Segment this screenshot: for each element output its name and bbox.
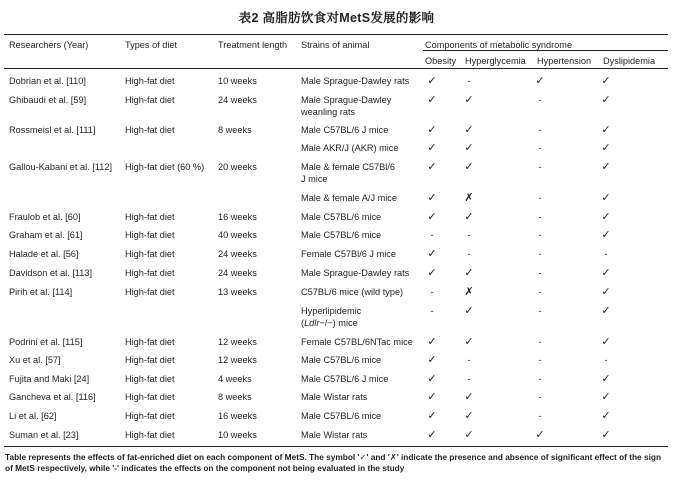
hg-mark: ✗ bbox=[464, 192, 474, 204]
ob-mark: ✓ bbox=[427, 142, 437, 154]
header-duration: Treatment length bbox=[218, 40, 288, 50]
researcher-cell: Rossmeisl et al. [111] bbox=[9, 125, 96, 135]
ht-mark: - bbox=[538, 193, 542, 203]
researcher-cell: Pirih et al. [114] bbox=[9, 287, 73, 297]
researcher-cell: Gallou-Kabani et al. [112] bbox=[9, 162, 112, 172]
length-cell: 10 weeks bbox=[218, 76, 257, 86]
dl-mark: ✓ bbox=[601, 267, 611, 279]
ob-mark: ✓ bbox=[427, 410, 437, 422]
dl-mark: ✓ bbox=[601, 192, 611, 204]
length-cell: 8 weeks bbox=[218, 392, 252, 402]
researcher-cell: Fujita and Maki [24] bbox=[9, 374, 90, 384]
top-rule bbox=[4, 34, 668, 35]
length-cell: 40 weeks bbox=[218, 230, 257, 240]
length-cell: 24 weeks bbox=[218, 268, 257, 278]
ht-mark: - bbox=[538, 212, 542, 222]
header-dyslipidemia: Dyslipidemia bbox=[603, 56, 656, 66]
ob-mark: ✓ bbox=[427, 336, 437, 348]
dl-mark: ✓ bbox=[601, 75, 611, 87]
ob-mark: - bbox=[430, 230, 434, 240]
length-cell: 16 weeks bbox=[218, 411, 257, 421]
ht-mark: - bbox=[538, 230, 542, 240]
researcher-cell: Li et al. [62] bbox=[9, 411, 57, 421]
length-cell: 12 weeks bbox=[218, 355, 257, 365]
ob-mark: - bbox=[430, 306, 434, 316]
length-cell: 12 weeks bbox=[218, 337, 257, 347]
header-strains: Strains of animal bbox=[301, 40, 370, 50]
ob-mark: ✓ bbox=[427, 373, 437, 385]
strain-cell: Female C57BL/6NTac mice bbox=[301, 337, 413, 347]
ht-mark: - bbox=[538, 287, 542, 297]
length-cell: 24 weeks bbox=[218, 249, 257, 259]
ht-mark: - bbox=[538, 125, 542, 135]
dl-mark: - bbox=[604, 355, 608, 365]
length-cell: 16 weeks bbox=[218, 212, 257, 222]
table-footnote: Table represents the effects of fat-enriched diet on each component of MetS. The symbol '✓' and '✗' indicate the presence and absence of significant effect of the sign of MetS respectively, while '-' indicates the effects on the component not being evaluated in the study bbox=[5, 452, 662, 473]
researcher-cell: Ghibaudi et al. [59] bbox=[9, 95, 87, 105]
hg-mark: ✓ bbox=[464, 305, 474, 317]
dl-mark: ✓ bbox=[601, 286, 611, 298]
diet-cell: High-fat diet bbox=[125, 392, 175, 402]
strain-cell: Male C57BL/6 mice bbox=[301, 230, 382, 240]
strain-cell: Male C57BL/6 J mice bbox=[301, 374, 389, 384]
ob-mark: ✓ bbox=[427, 161, 437, 173]
diet-cell: High-fat diet bbox=[125, 411, 175, 421]
ob-mark: ✓ bbox=[427, 124, 437, 136]
header-researchers: Researchers (Year) bbox=[9, 40, 89, 50]
researcher-cell: Xu et al. [57] bbox=[9, 355, 61, 365]
bottom-rule bbox=[4, 446, 668, 447]
diet-cell: High-fat diet bbox=[125, 430, 175, 440]
ob-mark: ✓ bbox=[427, 267, 437, 279]
dl-mark: ✓ bbox=[601, 336, 611, 348]
dl-mark: ✓ bbox=[601, 429, 611, 441]
header-hyperglycemia: Hyperglycemia bbox=[465, 56, 526, 66]
diet-cell: High-fat diet bbox=[125, 212, 175, 222]
dl-mark: ✓ bbox=[601, 391, 611, 403]
ob-mark: ✓ bbox=[427, 94, 437, 106]
hg-mark: ✓ bbox=[464, 391, 474, 403]
hg-mark: ✓ bbox=[464, 336, 474, 348]
strain-cell: Male C57BL/6 mice bbox=[301, 355, 382, 365]
researcher-cell: Podrini et al. [115] bbox=[9, 337, 83, 347]
components-underline bbox=[423, 50, 668, 51]
hg-mark: ✓ bbox=[464, 161, 474, 173]
length-cell: 13 weeks bbox=[218, 287, 257, 297]
length-cell: 10 weeks bbox=[218, 430, 257, 440]
ob-mark: ✓ bbox=[427, 429, 437, 441]
ht-mark: - bbox=[538, 143, 542, 153]
diet-cell: High-fat diet bbox=[125, 374, 175, 384]
hg-mark: ✓ bbox=[464, 410, 474, 422]
ht-mark: - bbox=[538, 162, 542, 172]
ob-mark: ✓ bbox=[427, 75, 437, 87]
dl-mark: - bbox=[604, 249, 608, 259]
hg-mark: - bbox=[467, 76, 471, 86]
ob-mark: ✓ bbox=[427, 248, 437, 260]
strain-cell: Male C57BL/6 mice bbox=[301, 212, 382, 222]
length-cell: 4 weeks bbox=[218, 374, 252, 384]
ob-mark: - bbox=[430, 287, 434, 297]
strain-cell: Male Wistar rats bbox=[301, 392, 368, 402]
hg-mark: ✓ bbox=[464, 211, 474, 223]
researcher-cell: Dobrian et al. [110] bbox=[9, 76, 86, 86]
strain-cell: Male & female A/J mice bbox=[301, 193, 397, 203]
ht-mark: - bbox=[538, 95, 542, 105]
strain-cell: Male Sprague-Dawley bbox=[301, 95, 392, 105]
strain-cell: Female C57Bl/6 J mice bbox=[301, 249, 396, 259]
researcher-cell: Graham et al. [61] bbox=[9, 230, 83, 240]
ht-mark: - bbox=[538, 306, 542, 316]
strain-cell: Male C57BL/6 mice bbox=[301, 411, 382, 421]
strain-cell: Male & female C57Bl/6 bbox=[301, 162, 395, 172]
ob-mark: ✓ bbox=[427, 211, 437, 223]
header-types: Types of diet bbox=[125, 40, 178, 50]
ob-mark: ✓ bbox=[427, 391, 437, 403]
ob-mark: ✓ bbox=[427, 192, 437, 204]
dl-mark: ✓ bbox=[601, 410, 611, 422]
hg-mark: ✓ bbox=[464, 124, 474, 136]
strain-cell: Male Wistar rats bbox=[301, 430, 368, 440]
ht-mark: - bbox=[538, 355, 542, 365]
strain-cell: Male Sprague-Dawley rats bbox=[301, 76, 410, 86]
researcher-cell: Suman et al. [23] bbox=[9, 430, 79, 440]
dl-mark: ✓ bbox=[601, 161, 611, 173]
researcher-cell: Halade et al. [56] bbox=[9, 249, 79, 259]
hg-mark: ✓ bbox=[464, 429, 474, 441]
ht-mark: - bbox=[538, 268, 542, 278]
hg-mark: ✓ bbox=[464, 267, 474, 279]
ob-mark: ✓ bbox=[427, 354, 437, 366]
strain-cell: (Ldlr−/−) mice bbox=[301, 318, 358, 328]
dl-mark: ✓ bbox=[601, 94, 611, 106]
diet-cell: High-fat diet bbox=[125, 76, 175, 86]
length-cell: 20 weeks bbox=[218, 162, 257, 172]
diet-cell: High-fat diet (60 %) bbox=[125, 162, 205, 172]
diet-cell: High-fat diet bbox=[125, 230, 175, 240]
ht-mark: ✓ bbox=[535, 75, 545, 87]
table-title: 表2 高脂肪饮食对MetS发展的影响 bbox=[238, 11, 435, 25]
ht-mark: ✓ bbox=[535, 429, 545, 441]
strain-cell: J mice bbox=[301, 174, 328, 184]
researcher-cell: Gancheva et al. [116] bbox=[9, 392, 96, 402]
hg-mark: ✗ bbox=[464, 286, 474, 298]
strain-cell: Male Sprague-Dawley rats bbox=[301, 268, 410, 278]
header-obesity: Obesity bbox=[425, 56, 457, 66]
ht-mark: - bbox=[538, 411, 542, 421]
strain-cell: Hyperlipidemic bbox=[301, 306, 362, 316]
hg-mark: ✓ bbox=[464, 142, 474, 154]
hg-mark: - bbox=[467, 230, 471, 240]
researcher-cell: Fraulob et al. [60] bbox=[9, 212, 81, 222]
strain-cell: Male C57BL/6 J mice bbox=[301, 125, 389, 135]
diet-cell: High-fat diet bbox=[125, 268, 175, 278]
dl-mark: ✓ bbox=[601, 305, 611, 317]
diet-cell: High-fat diet bbox=[125, 249, 175, 259]
dl-mark: ✓ bbox=[601, 142, 611, 154]
diet-cell: High-fat diet bbox=[125, 287, 175, 297]
length-cell: 8 weeks bbox=[218, 125, 252, 135]
header-hypertension: Hypertension bbox=[537, 56, 592, 66]
ht-mark: - bbox=[538, 374, 542, 384]
diet-cell: High-fat diet bbox=[125, 95, 175, 105]
hg-mark: - bbox=[467, 355, 471, 365]
hg-mark: - bbox=[467, 249, 471, 259]
diet-cell: High-fat diet bbox=[125, 355, 175, 365]
header-components: Components of metabolic syndrome bbox=[425, 40, 573, 50]
dl-mark: ✓ bbox=[601, 229, 611, 241]
hg-mark: ✓ bbox=[464, 94, 474, 106]
strain-cell: C57BL/6 mice (wild type) bbox=[301, 287, 404, 297]
ht-mark: - bbox=[538, 249, 542, 259]
dl-mark: ✓ bbox=[601, 211, 611, 223]
diet-cell: High-fat diet bbox=[125, 337, 175, 347]
dl-mark: ✓ bbox=[601, 373, 611, 385]
strain-cell: Male AKR/J (AKR) mice bbox=[301, 143, 399, 153]
dl-mark: ✓ bbox=[601, 124, 611, 136]
ht-mark: - bbox=[538, 392, 542, 402]
ht-mark: - bbox=[538, 337, 542, 347]
researcher-cell: Davidson et al. [113] bbox=[9, 268, 93, 278]
header-rule bbox=[4, 68, 668, 69]
length-cell: 24 weeks bbox=[218, 95, 257, 105]
hg-mark: - bbox=[467, 374, 471, 384]
strain-cell: weanling rats bbox=[301, 107, 356, 117]
diet-cell: High-fat diet bbox=[125, 125, 175, 135]
